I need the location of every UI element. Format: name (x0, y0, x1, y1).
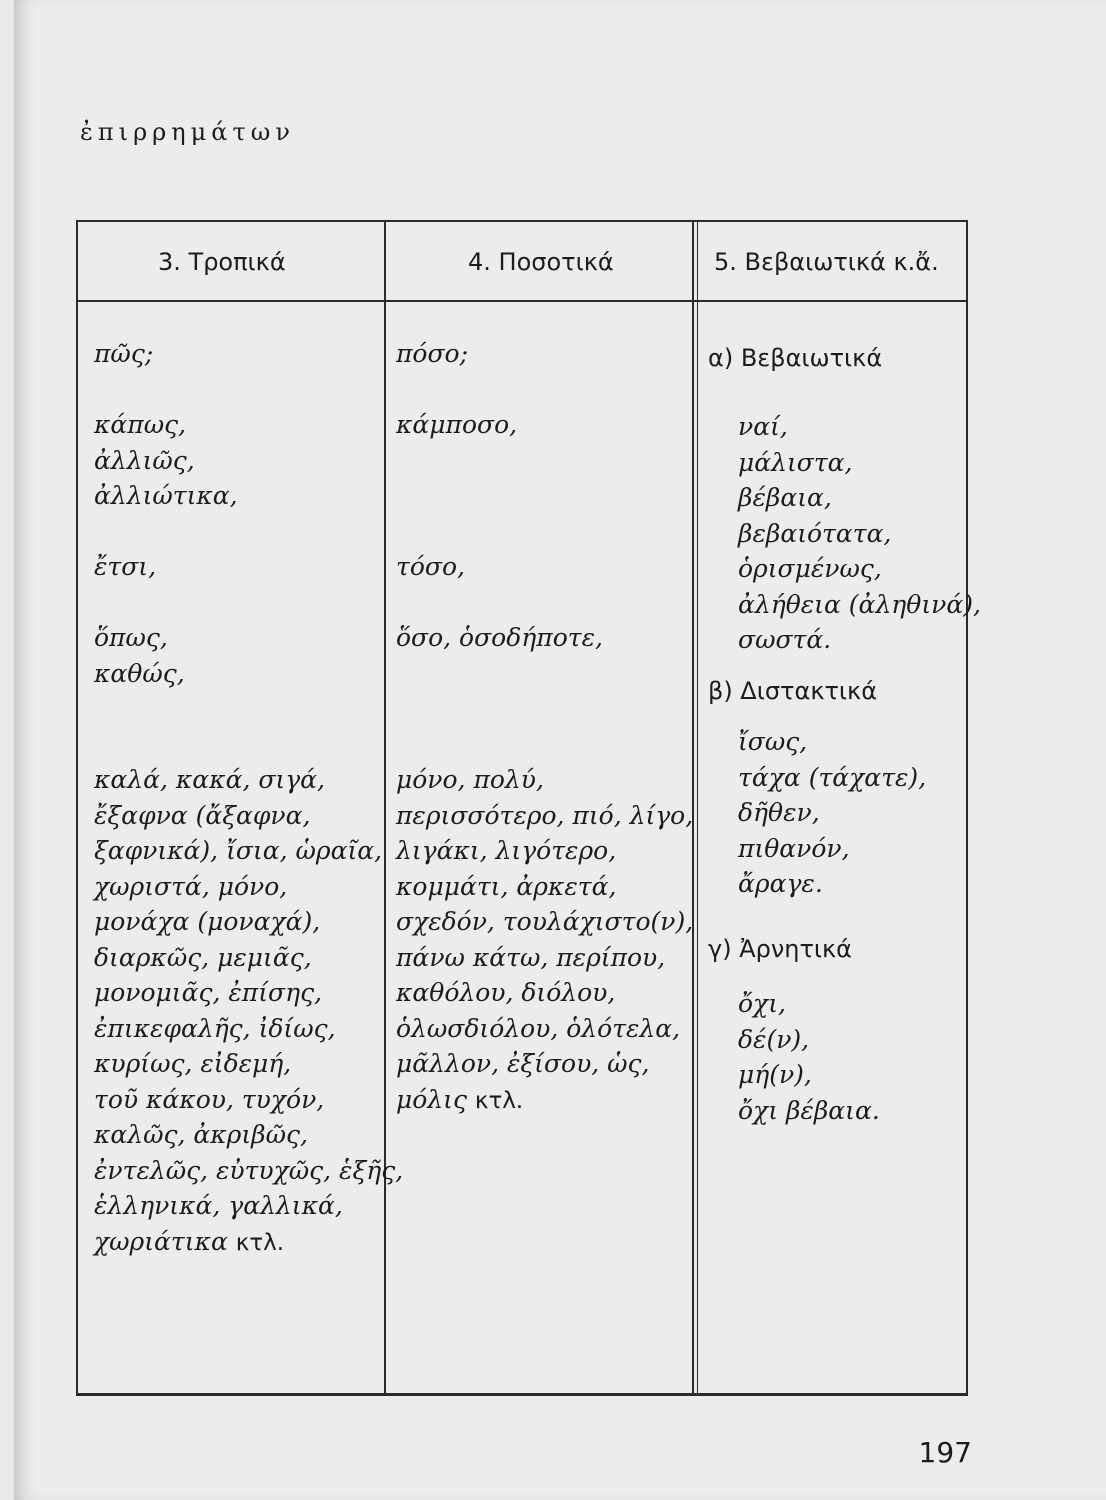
word: μάλιστα, (738, 447, 853, 477)
list-item (396, 975, 693, 1011)
list-item (738, 587, 981, 623)
column-posotika (396, 336, 693, 1119)
word: ὄχι βέβαια. (738, 1095, 880, 1125)
list-distaktika (738, 724, 926, 902)
word: τοῦ κάκου, τυχόν, (94, 1084, 325, 1114)
word: δέ(ν), (738, 1024, 810, 1054)
list-item (396, 1082, 693, 1120)
word: λιγάκι, λιγότερο, (396, 836, 617, 865)
list-item (396, 940, 693, 976)
list-item (738, 795, 926, 831)
word: ἀλλιώτικα, (94, 481, 238, 510)
word: πόσο; (396, 339, 469, 368)
list-item (738, 516, 981, 552)
word: σωστά. (738, 625, 832, 654)
page-number: 197 (918, 1436, 972, 1469)
list-item (94, 336, 403, 372)
list-item (396, 1046, 693, 1082)
list-item (396, 620, 693, 656)
list-item (738, 831, 926, 867)
adverbs-table (76, 220, 981, 1396)
list-item (738, 1022, 880, 1058)
list-item (94, 833, 403, 869)
word: ὄχι, (738, 989, 786, 1018)
word: κυρίως, εἰδεμή, (94, 1049, 292, 1078)
word: ἐντελῶς, εὐτυχῶς, ἑξῆς, (94, 1155, 404, 1185)
word: βέβαια, (738, 483, 832, 512)
etc-abbrev: κτλ. (474, 1087, 524, 1114)
list-item (396, 514, 693, 550)
word: ἑλληνικά, γαλλικά, (94, 1191, 343, 1220)
word: τόσο, (396, 552, 465, 581)
list-vevaiotika (738, 409, 981, 658)
word: μόλις (396, 1084, 467, 1114)
list-item (94, 585, 403, 621)
list-item (94, 1153, 403, 1189)
word: περισσότερο, πιό, λίγο, (396, 800, 694, 830)
list-item (396, 798, 693, 834)
word: χωριάτικα (94, 1226, 228, 1256)
word: ὅσο, ὁσοδήποτε, (396, 623, 603, 652)
list-item (396, 407, 693, 443)
list-item (94, 1082, 403, 1118)
list-item (396, 585, 693, 621)
column-distaktika (708, 674, 877, 710)
word: χωριστά, μόνο, (94, 871, 288, 901)
subheading-vevaiotika: α) Βεβαιωτικά (708, 344, 883, 372)
list-item (396, 691, 693, 727)
word: ἀλλιῶς, (94, 445, 195, 475)
list-item (396, 372, 693, 408)
list-item (94, 478, 403, 514)
word: πάνω κάτω, περίπου, (396, 942, 666, 972)
list-item (738, 409, 981, 445)
list-item (94, 620, 403, 656)
word: μόνο, πολύ, (396, 765, 544, 794)
list-item (94, 656, 403, 692)
word: ἔτσι, (94, 552, 157, 581)
word: πῶς; (94, 339, 154, 368)
word: τάχα (τάχατε), (738, 762, 927, 792)
list-item (396, 443, 693, 479)
list-item (396, 833, 693, 869)
list-item (94, 549, 403, 585)
list-item (396, 762, 693, 798)
running-head: ἐπιρρημάτων (80, 118, 295, 146)
word: ἀλήθεια (ἀληθινά), (738, 589, 981, 619)
word: ἔξαφνα (ἄξαφνα, (94, 800, 311, 830)
word: μή(ν), (738, 1060, 812, 1089)
list-item (94, 1117, 403, 1153)
list-item (94, 514, 403, 550)
word: ἐπικεφαλῆς, ἰδίως, (94, 1013, 336, 1043)
list-item (738, 760, 926, 796)
header-posotika: 4. Ποσοτικά (468, 248, 614, 276)
column-tropika (94, 336, 403, 1261)
list-item (396, 656, 693, 692)
column-vevaiotika (708, 341, 882, 377)
column-divider (697, 222, 698, 1393)
word: μονάχα (μοναχά), (94, 907, 321, 936)
header-rule (78, 300, 966, 302)
list-item (94, 798, 403, 834)
word: καθώς, (94, 658, 185, 688)
word: σχεδόν, τουλάχιστο(ν), (396, 907, 694, 936)
word: ὁρισμένως, (738, 554, 882, 583)
list-item (396, 904, 693, 940)
list-item (94, 727, 403, 763)
list-item (738, 1093, 880, 1129)
list-item (94, 691, 403, 727)
word: βεβαιότατα, (738, 518, 892, 548)
header-vevaiotika: 5. Βεβαιωτικά κ.ἄ. (714, 248, 939, 276)
list-item (738, 622, 981, 658)
list-item (94, 1046, 403, 1082)
list-item (738, 866, 926, 902)
word: ἴσως, (738, 727, 808, 756)
list-item (396, 727, 693, 763)
etc-abbrev: κτλ. (235, 1229, 285, 1256)
word: μᾶλλον, ἐξίσου, ὡς, (396, 1049, 650, 1078)
list-item (738, 551, 981, 587)
word: κάμποσο, (396, 410, 518, 439)
word: καλά, κακά, σιγά, (94, 765, 325, 794)
word: διαρκῶς, μεμιᾶς, (94, 942, 312, 972)
list-item (396, 1011, 693, 1047)
list-item (396, 549, 693, 585)
book-page (14, 0, 1106, 1500)
word: ἄραγε. (738, 869, 823, 898)
list-item (94, 940, 403, 976)
list-item (738, 480, 981, 516)
word: ξαφνικά), ἴσια, ὡραῖα, (94, 836, 383, 865)
list-item (94, 407, 403, 443)
list-item (94, 1188, 403, 1224)
word: κάπως, (94, 410, 187, 439)
subheading-distaktika: β) Διστακτικά (708, 677, 878, 705)
list-item (738, 724, 926, 760)
list-item (94, 975, 403, 1011)
word: δῆθεν, (738, 798, 820, 827)
list-item (738, 445, 981, 481)
word: μονομιᾶς, ἐπίσης, (94, 978, 323, 1007)
word: πιθανόν, (738, 833, 850, 863)
list-item (94, 443, 403, 479)
list-item (396, 336, 693, 372)
header-tropika: 3. Τροπικά (158, 248, 286, 276)
list-item (94, 869, 403, 905)
word: ὁλωσδιόλου, ὁλότελα, (396, 1013, 681, 1043)
list-item (396, 478, 693, 514)
list-item (94, 372, 403, 408)
subheading-arnitika: γ) Ἀρνητικά (708, 935, 852, 963)
list-item (94, 762, 403, 798)
column-arnitika (708, 932, 852, 968)
list-item (94, 1011, 403, 1047)
list-item (738, 986, 880, 1022)
list-item (94, 904, 403, 940)
list-item (738, 1057, 880, 1093)
list-item (396, 869, 693, 905)
word: ὅπως, (94, 623, 168, 652)
word: κομμάτι, ἀρκετά, (396, 871, 617, 901)
word: καλῶς, ἀκριβῶς, (94, 1120, 308, 1149)
word: ναί, (738, 412, 788, 441)
list-item (94, 1224, 403, 1262)
word: καθόλου, διόλου, (396, 978, 616, 1007)
list-arnitika (738, 986, 880, 1128)
